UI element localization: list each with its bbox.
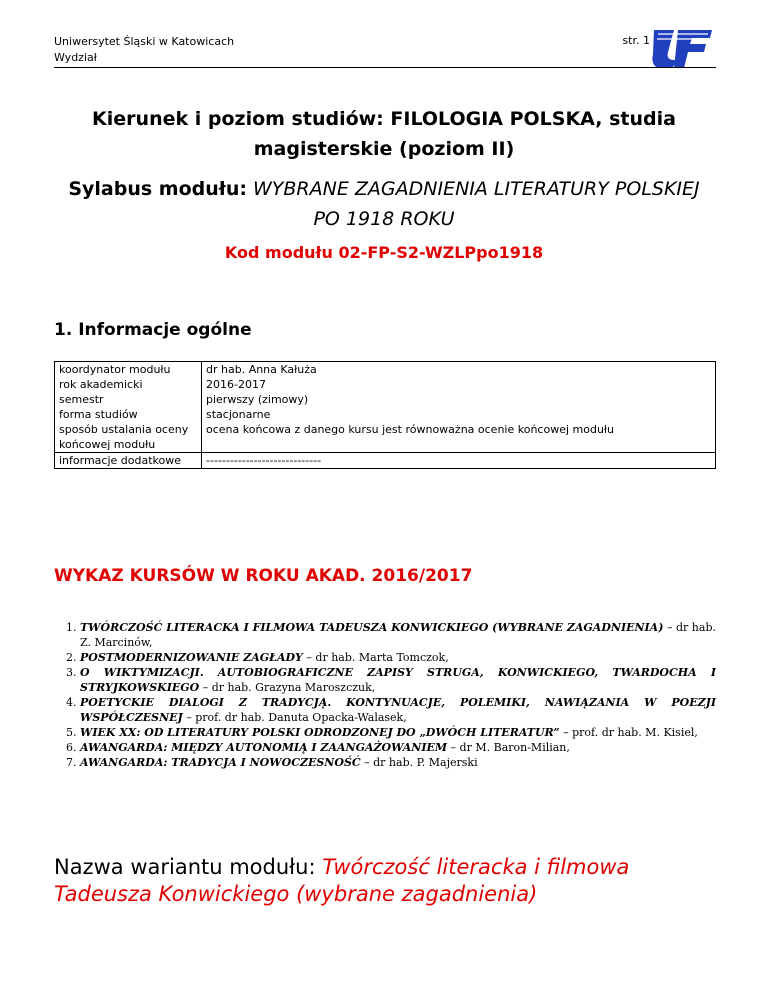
table-row — [55, 392, 716, 407]
course-lecturer: – dr hab. Grazyna Maroszczuk, — [199, 681, 376, 694]
course-title: POETYCKIE DIALOGI Z TRADYCJĄ. KONTYNUACJE, POLEMIKI, NAWIĄZANIA W POEZJI WSPÓŁCZESNEJ — [80, 696, 716, 724]
course-lecturer: – dr hab. P. Majerski — [360, 756, 478, 769]
list-item — [80, 725, 716, 740]
course-list-heading: WYKAZ KURSÓW W ROKU AKAD. 2016/2017 — [54, 566, 473, 586]
list-item — [80, 695, 716, 725]
table-row — [55, 362, 716, 378]
list-item — [80, 650, 716, 665]
course-title: POSTMODERNIZOWANIE ZAGŁADY — [80, 651, 303, 664]
syllabus-title — [60, 174, 708, 234]
general-info-table — [54, 361, 716, 469]
row-value: ----------------------------- — [202, 453, 716, 469]
program-title: Kierunek i poziom studiów: FILOLOGIA POLSKA, studia magisterskie (poziom II) — [92, 108, 676, 160]
row-value: 2016-2017 — [202, 377, 716, 392]
table-row — [55, 453, 716, 469]
faculty-name: Wydział — [54, 51, 97, 64]
variant-label: Nazwa wariantu modułu: — [54, 855, 316, 879]
header-rule — [54, 67, 716, 68]
table-row — [55, 422, 716, 453]
row-key: semestr — [55, 392, 202, 407]
course-title: O WIKTYMIZACJI. AUTOBIOGRAFICZNE ZAPISY STRUGA, KONWICKIEGO, TWARDOCHA I STRYJKOWSKIEGO — [80, 666, 716, 694]
page-number: str. 1 — [622, 34, 650, 47]
list-item — [80, 620, 716, 650]
row-key: forma studiów — [55, 407, 202, 422]
course-lecturer: – prof. dr hab. M. Kisiel, — [559, 726, 698, 739]
course-title: AWANGARDA: TRADYCJA I NOWOCZESNOŚĆ — [80, 756, 361, 769]
course-lecturer: – dr hab. Marta Tomczok, — [302, 651, 449, 664]
table-row — [55, 407, 716, 422]
row-key: koordynator modułu — [55, 362, 202, 378]
section-heading-general: 1. Informacje ogólne — [54, 320, 252, 340]
table-row — [55, 377, 716, 392]
course-list — [54, 620, 716, 770]
course-title: AWANGARDA: MIĘDZY AUTONOMIĄ I ZAANGAŻOWANIEM — [80, 741, 448, 754]
variant-value: Twórczość literacka i filmowa Tadeusza Konwickiego (wybrane zagadnienia) — [54, 855, 630, 906]
list-item — [80, 665, 716, 695]
header-left — [54, 34, 234, 66]
row-value: ocena końcowa z danego kursu jest równoważna ocenie końcowej modułu — [202, 422, 716, 453]
list-item — [80, 740, 716, 755]
variant-name — [54, 854, 694, 908]
row-value: stacjonarne — [202, 407, 716, 422]
university-name: Uniwersytet Śląski w Katowicach — [54, 35, 235, 48]
syllabus-value: WYBRANE ZAGADNIENIA LITERATURY POLSKIEJ PO 1918 ROKU — [253, 178, 700, 230]
university-logo — [648, 26, 716, 70]
course-title: WIEK XX: OD LITERATURY POLSKI ODRODZONEJ DO „DWÓCH LITERATUR” — [80, 726, 560, 739]
row-value: pierwszy (zimowy) — [202, 392, 716, 407]
course-lecturer: – dr M. Baron-Milian, — [447, 741, 570, 754]
module-code: Kod modułu 02-FP-S2-WZLPpo1918 — [224, 243, 544, 262]
course-lecturer: – prof. dr hab. Danuta Opacka-Walasek, — [182, 711, 407, 724]
row-key: sposób ustalania oceny końcowej modułu — [55, 422, 202, 453]
list-item — [80, 755, 716, 770]
course-title: TWÓRCZOŚĆ LITERACKA I FILMOWA TADEUSZA KONWICKIEGO (WYBRANE ZAGADNIENIA) — [80, 621, 664, 634]
row-key: informacje dodatkowe — [55, 453, 202, 469]
row-value: dr hab. Anna Kałuża — [202, 362, 716, 378]
syllabus-label: Sylabus modułu: — [68, 178, 247, 200]
row-key: rok akademicki — [55, 377, 202, 392]
course-lecturer: – dr hab. Z. Marcinów, — [80, 621, 716, 649]
